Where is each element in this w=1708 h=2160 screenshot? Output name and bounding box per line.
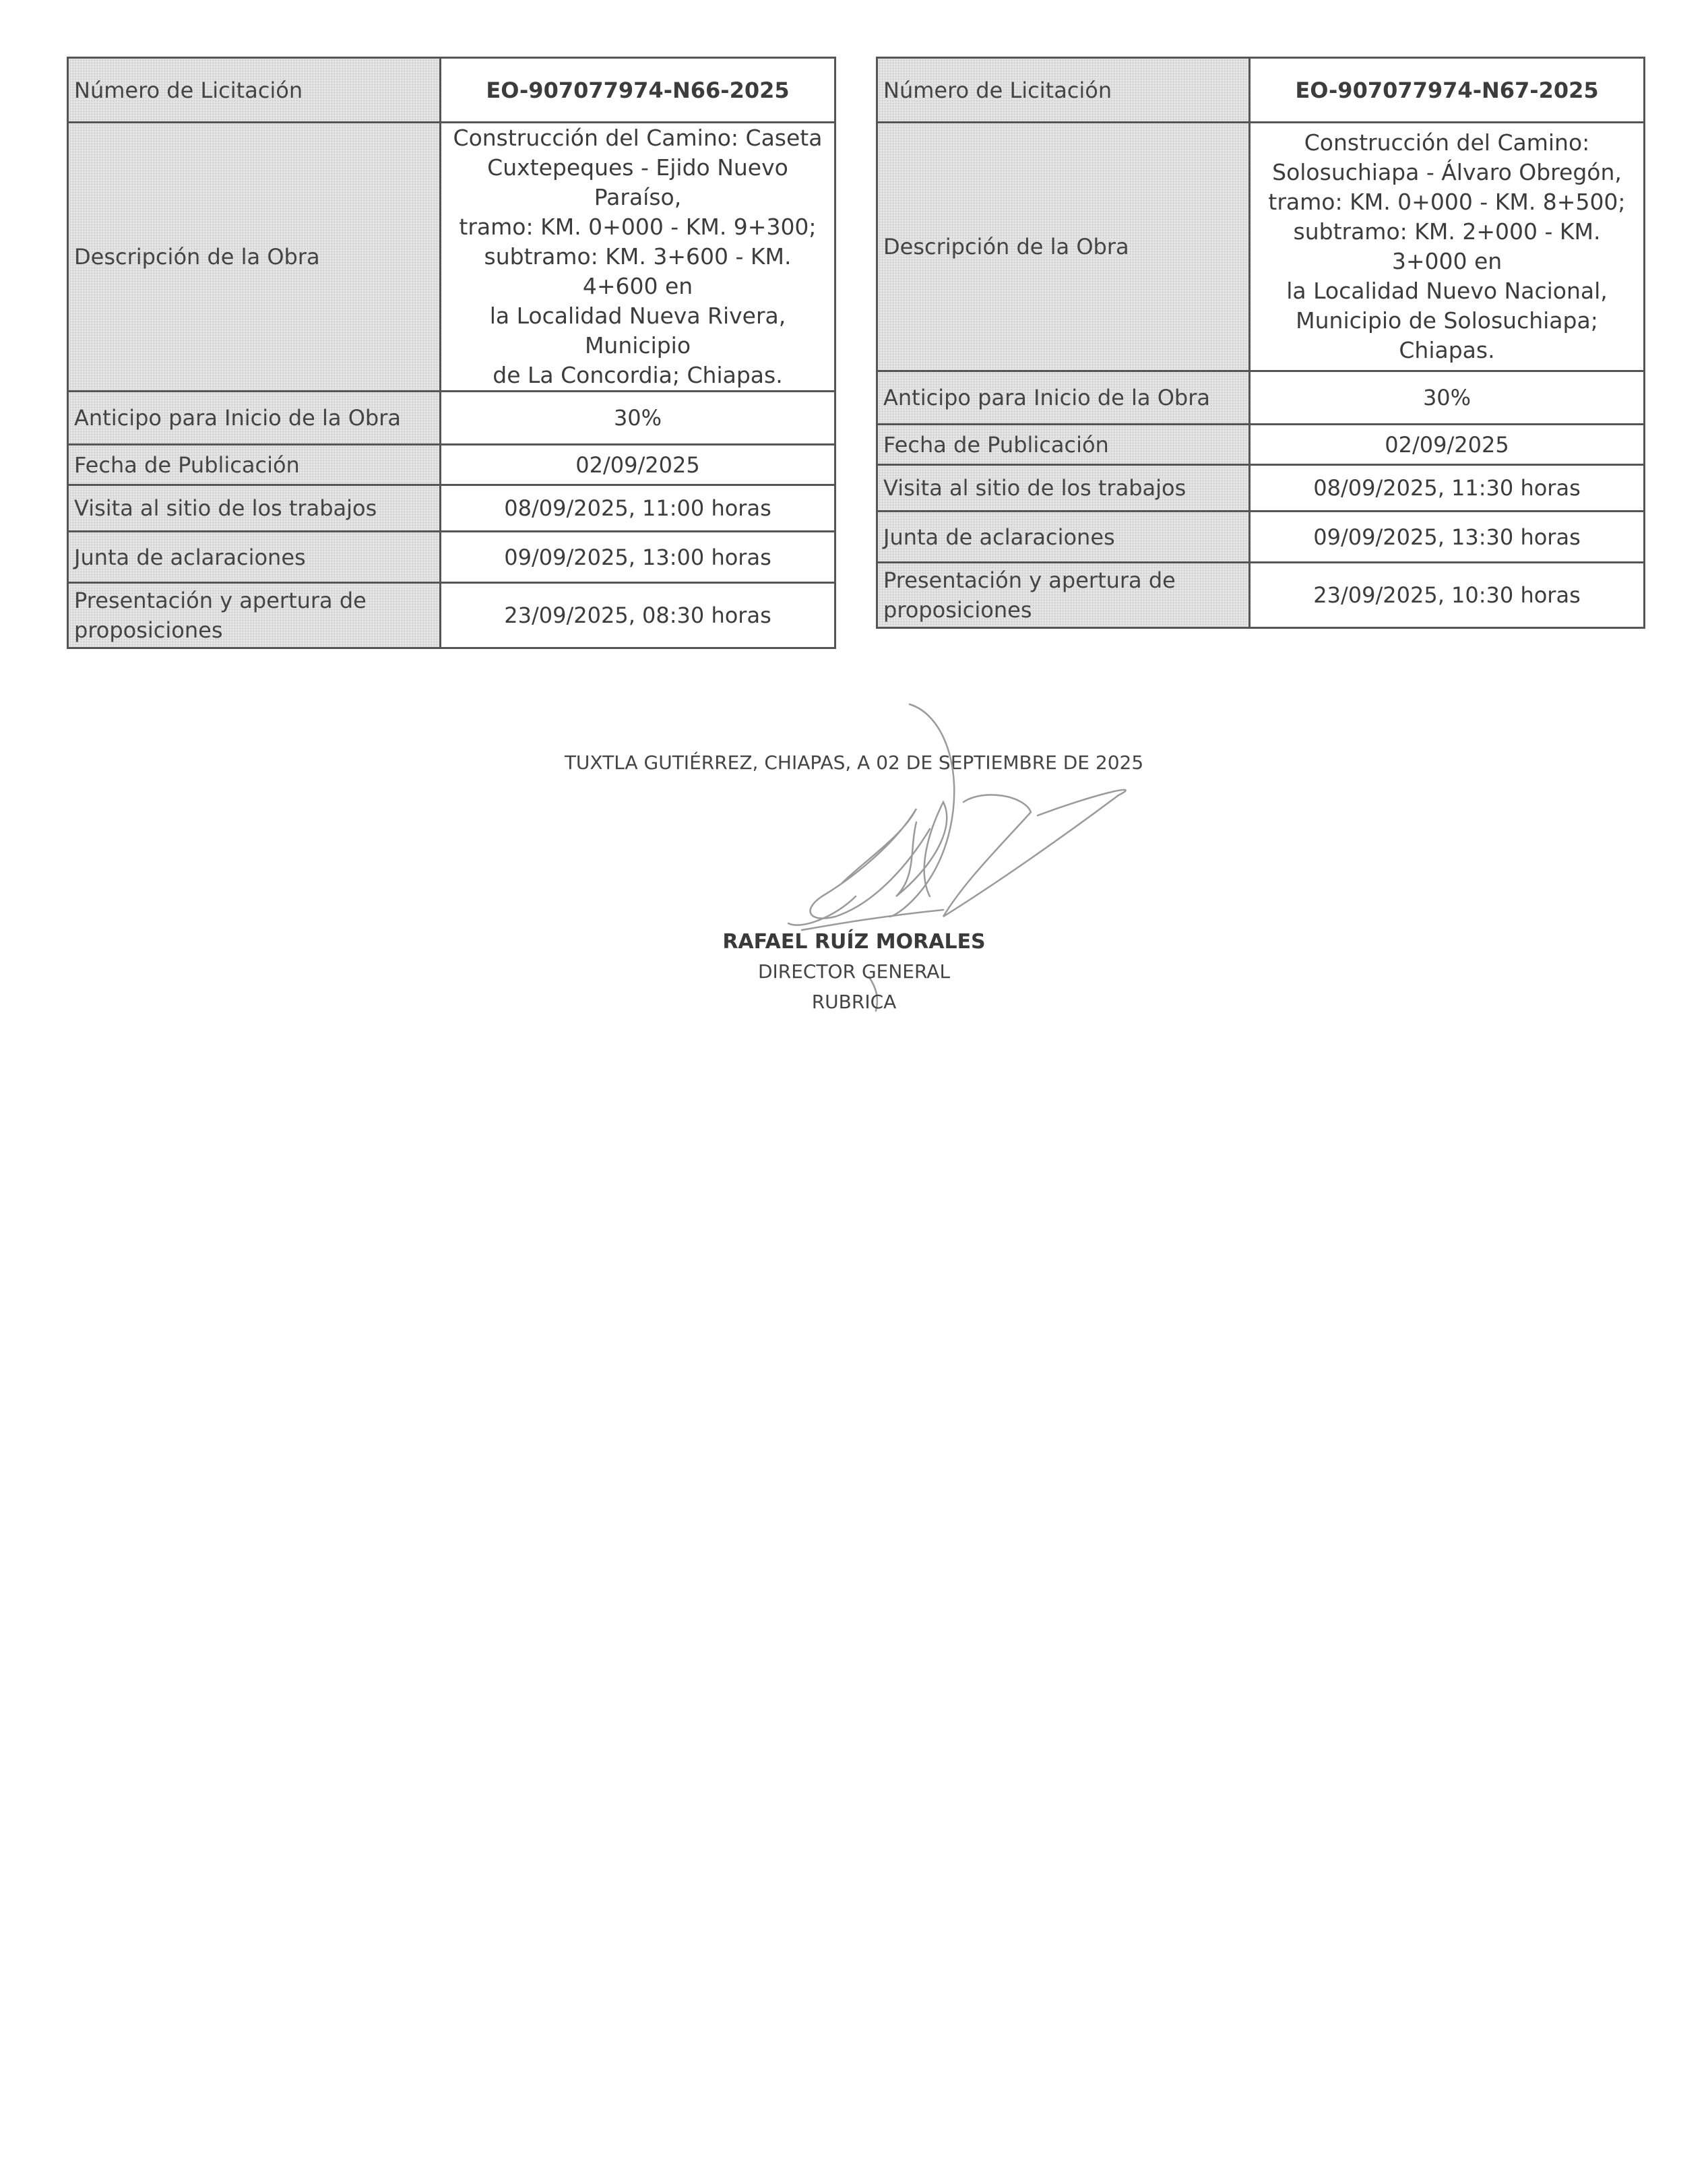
descripcion-line: Municipio de Solosuchiapa; Chiapas. [1296,307,1598,363]
junta-value: 09/09/2025, 13:30 horas [1250,512,1645,563]
numero-value: EO-907077974-N67-2025 [1250,58,1645,123]
fecha-value: 02/09/2025 [1250,425,1645,465]
descripcion-line: Construcción del Camino: Caseta [453,125,823,151]
descripcion-line: subtramo: KM. 2+000 - KM. 3+000 en [1293,218,1601,274]
visita-value: 08/09/2025, 11:30 horas [1250,465,1645,512]
presentacion-label [68,583,441,648]
presentacion-label-line: proposiciones [883,597,1032,623]
descripcion-label: Descripción de la Obra [68,123,441,392]
licitacion-table-n66 [67,57,836,649]
descripcion-line: Construcción del Camino: [1304,129,1590,156]
descripcion-label: Descripción de la Obra [877,123,1250,371]
presentacion-value: 23/09/2025, 10:30 horas [1250,563,1645,628]
anticipo-value: 30% [441,392,835,445]
descripcion-line: la Localidad Nuevo Nacional, [1286,278,1608,304]
descripcion-value [1250,123,1645,371]
anticipo-value: 30% [1250,371,1645,425]
descripcion-line: tramo: KM. 0+000 - KM. 8+500; [1268,189,1626,215]
descripcion-line: Cuxtepeques - Ejido Nuevo Paraíso, [487,154,788,210]
signer-name: RAFAEL RUÍZ MORALES [722,930,986,954]
visita-label: Visita al sitio de los trabajos [877,465,1250,512]
numero-value: EO-907077974-N66-2025 [441,58,835,123]
visita-label: Visita al sitio de los trabajos [68,485,441,532]
junta-value: 09/09/2025, 13:00 horas [441,532,835,583]
junta-label: Junta de aclaraciones [877,512,1250,563]
fecha-label: Fecha de Publicación [68,445,441,485]
visita-value: 08/09/2025, 11:00 horas [441,485,835,532]
descripcion-line: tramo: KM. 0+000 - KM. 9+300; [459,214,817,240]
rubrica-label: RUBRICA [811,991,897,1013]
signer-title: DIRECTOR GENERAL [757,960,951,983]
place-date: TUXTLA GUTIÉRREZ, CHIAPAS, A 02 DE SEPTIEMBRE DE 2025 [564,751,1144,774]
presentacion-label-line: Presentación y apertura de [883,567,1176,593]
descripcion-line: Solosuchiapa - Álvaro Obregón, [1272,159,1622,185]
fecha-label: Fecha de Publicación [877,425,1250,465]
junta-label: Junta de aclaraciones [68,532,441,583]
descripcion-line: de La Concordia; Chiapas. [493,362,783,388]
numero-label: Número de Licitación [68,58,441,123]
presentacion-value: 23/09/2025, 08:30 horas [441,583,835,648]
numero-label: Número de Licitación [877,58,1250,123]
fecha-value: 02/09/2025 [441,445,835,485]
anticipo-label: Anticipo para Inicio de la Obra [68,392,441,445]
descripcion-line: la Localidad Nueva Rivera, Municipio [489,303,786,359]
licitacion-table-n67 [876,57,1645,629]
presentacion-label-line: proposiciones [74,617,223,643]
presentacion-label [877,563,1250,628]
descripcion-line: subtramo: KM. 3+600 - KM. 4+600 en [484,243,792,299]
anticipo-label: Anticipo para Inicio de la Obra [877,371,1250,425]
descripcion-value [441,123,835,392]
presentacion-label-line: Presentación y apertura de [74,588,367,613]
